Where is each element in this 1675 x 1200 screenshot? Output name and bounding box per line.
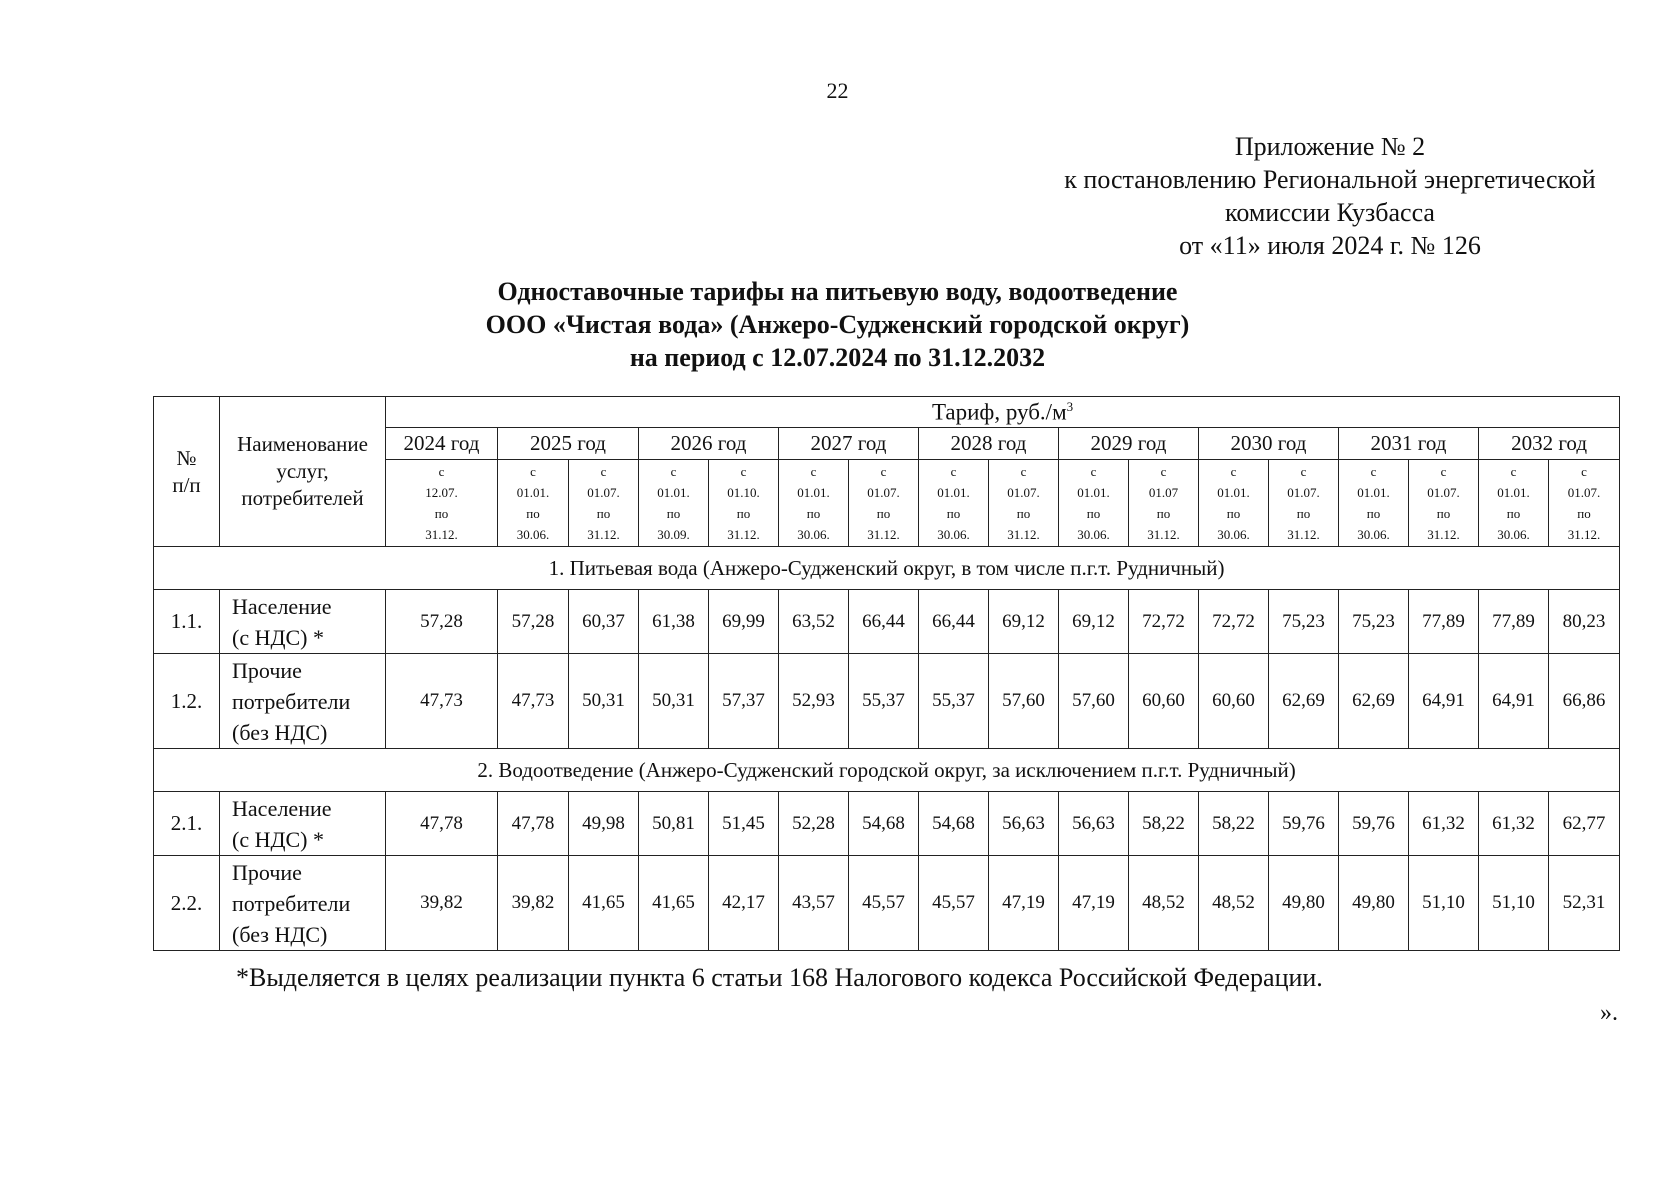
section-title: 1. Питьевая вода (Анжеро-Судженский округ, в том числе п.г.т. Рудничный) bbox=[154, 547, 1620, 590]
period-line: 31.12. bbox=[1147, 527, 1180, 542]
period-header bbox=[1339, 460, 1409, 547]
row-name-line: Население bbox=[232, 593, 332, 619]
period-line: 31.12. bbox=[587, 527, 620, 542]
tariff-value: 57,60 bbox=[1059, 654, 1129, 749]
tariff-value: 43,57 bbox=[779, 856, 849, 951]
period-line: с bbox=[600, 464, 607, 479]
closing-quote: ». bbox=[1600, 1000, 1618, 1026]
tariff-value: 59,76 bbox=[1339, 792, 1409, 856]
tariff-value: 47,78 bbox=[386, 792, 498, 856]
row-name-line: (без НДС) bbox=[232, 921, 328, 947]
period-header bbox=[386, 460, 498, 547]
tariff-value: 80,23 bbox=[1549, 590, 1620, 654]
period-header bbox=[1549, 460, 1620, 547]
period-line: 30.06. bbox=[1217, 527, 1250, 542]
tariff-value: 49,80 bbox=[1339, 856, 1409, 951]
tariff-value: 52,28 bbox=[779, 792, 849, 856]
tariff-value: 41,65 bbox=[569, 856, 639, 951]
period-line: 01.01. bbox=[1077, 485, 1110, 500]
tariff-value: 62,69 bbox=[1269, 654, 1339, 749]
tariff-value: 72,72 bbox=[1199, 590, 1269, 654]
tariff-value: 56,63 bbox=[1059, 792, 1129, 856]
period-line: с bbox=[880, 464, 887, 479]
tariff-value: 47,19 bbox=[1059, 856, 1129, 951]
tariff-value: 66,44 bbox=[919, 590, 989, 654]
tariff-value: 60,60 bbox=[1129, 654, 1199, 749]
year-header: 2024 год bbox=[386, 428, 498, 460]
table-row bbox=[154, 856, 1620, 951]
table-row bbox=[154, 590, 1620, 654]
period-header bbox=[779, 460, 849, 547]
period-line: по bbox=[736, 506, 751, 521]
tariff-value: 69,99 bbox=[709, 590, 779, 654]
period-line: с bbox=[740, 464, 747, 479]
tariff-value: 57,37 bbox=[709, 654, 779, 749]
tariff-header-text: Тариф, руб./м bbox=[931, 399, 1067, 425]
section-title: 2. Водоотведение (Анжеро-Судженский городской округ, за исключением п.г.т. Рудничный) bbox=[154, 749, 1620, 792]
period-line: 31.12. bbox=[1567, 527, 1601, 542]
period-line: по bbox=[666, 506, 681, 521]
period-line: 01.07. bbox=[587, 485, 620, 500]
appendix-line: от «11» июля 2024 г. № 126 bbox=[1179, 231, 1481, 260]
tariff-value: 56,63 bbox=[989, 792, 1059, 856]
header-text: п/п bbox=[172, 472, 201, 497]
appendix-line: Приложение № 2 bbox=[1234, 132, 1426, 161]
period-line: по bbox=[1086, 506, 1101, 521]
period-line: по bbox=[1366, 506, 1381, 521]
tariff-value: 63,52 bbox=[779, 590, 849, 654]
row-name-line: (без НДС) bbox=[232, 719, 328, 745]
tariff-value: 47,19 bbox=[989, 856, 1059, 951]
title-line: на период с 12.07.2024 по 31.12.2032 bbox=[629, 343, 1046, 372]
period-line: 30.06. bbox=[516, 527, 550, 542]
period-line: 31.12. bbox=[727, 527, 760, 542]
footnote: *Выделяется в целях реализации пункта 6 статьи 168 Налогового кодекса Российской Федерации. bbox=[236, 963, 1323, 992]
tariff-value: 61,32 bbox=[1409, 792, 1479, 856]
year-header: 2028 год bbox=[919, 428, 1059, 460]
period-line: по bbox=[596, 506, 611, 521]
tariff-value: 60,37 bbox=[569, 590, 639, 654]
period-line: 01.01. bbox=[1357, 485, 1390, 500]
tariff-value: 45,57 bbox=[919, 856, 989, 951]
appendix-line: к постановлению Региональной энергетической bbox=[1064, 165, 1596, 194]
period-line: 01.01. bbox=[937, 485, 970, 500]
tariff-value: 64,91 bbox=[1409, 654, 1479, 749]
tariff-value: 42,17 bbox=[709, 856, 779, 951]
row-name-line: потребители bbox=[232, 890, 351, 916]
row-name bbox=[220, 856, 386, 951]
row-name-line: потребители bbox=[232, 688, 351, 714]
tariff-value: 62,69 bbox=[1339, 654, 1409, 749]
tariff-value: 57,28 bbox=[386, 590, 498, 654]
period-line: 31.12. bbox=[867, 527, 900, 542]
row-name-line: Прочие bbox=[232, 657, 302, 683]
tariff-value: 66,86 bbox=[1549, 654, 1620, 749]
tariff-value: 62,77 bbox=[1549, 792, 1620, 856]
tariff-value: 54,68 bbox=[849, 792, 919, 856]
tariff-value: 39,82 bbox=[386, 856, 498, 951]
tariff-value: 54,68 bbox=[919, 792, 989, 856]
period-header bbox=[1199, 460, 1269, 547]
row-name bbox=[220, 590, 386, 654]
period-line: 30.06. bbox=[1357, 527, 1390, 542]
tariff-value: 64,91 bbox=[1479, 654, 1549, 749]
period-line: с bbox=[1020, 464, 1027, 479]
period-header bbox=[1269, 460, 1339, 547]
period-line: 01.01. bbox=[797, 485, 830, 500]
row-number: 2.1. bbox=[154, 792, 220, 856]
period-line: 01.07. bbox=[867, 485, 900, 500]
period-line: 30.06. bbox=[797, 527, 830, 542]
tariff-value: 51,10 bbox=[1479, 856, 1549, 951]
row-number: 2.2. bbox=[154, 856, 220, 951]
period-line: 01.10. bbox=[727, 485, 760, 500]
tariff-value: 57,28 bbox=[498, 590, 569, 654]
period-line: 01.01. bbox=[657, 485, 690, 500]
period-header bbox=[849, 460, 919, 547]
row-name bbox=[220, 654, 386, 749]
appendix-header bbox=[1000, 130, 1660, 262]
period-line: по bbox=[1226, 506, 1241, 521]
section-row bbox=[154, 547, 1620, 590]
tariff-header-sup: 3 bbox=[1066, 398, 1074, 414]
period-line: 30.06. bbox=[1497, 527, 1530, 542]
tariff-value: 58,22 bbox=[1199, 792, 1269, 856]
header-text: услуг, bbox=[276, 459, 329, 483]
period-header bbox=[1479, 460, 1549, 547]
tariff-value: 47,73 bbox=[386, 654, 498, 749]
period-line: по bbox=[1016, 506, 1031, 521]
row-name bbox=[220, 792, 386, 856]
tariff-value: 61,32 bbox=[1479, 792, 1549, 856]
tariff-value: 50,31 bbox=[569, 654, 639, 749]
period-line: с bbox=[1440, 464, 1447, 479]
period-line: по bbox=[434, 506, 449, 521]
period-header bbox=[989, 460, 1059, 547]
table-row bbox=[154, 792, 1620, 856]
period-line: по bbox=[946, 506, 961, 521]
tariff-value: 75,23 bbox=[1269, 590, 1339, 654]
tariff-value: 45,57 bbox=[849, 856, 919, 951]
header-text: Наименование bbox=[237, 432, 368, 456]
column-header-number bbox=[154, 397, 220, 547]
document-title bbox=[300, 275, 1375, 374]
period-line: 31.12. bbox=[1287, 527, 1320, 542]
tariff-value: 77,89 bbox=[1409, 590, 1479, 654]
tariff-value: 39,82 bbox=[498, 856, 569, 951]
period-line: по bbox=[806, 506, 821, 521]
header-text: потребителей bbox=[241, 486, 364, 510]
period-line: 01.07. bbox=[1007, 485, 1040, 500]
period-line: 01.07. bbox=[1287, 485, 1320, 500]
tariff-value: 51,10 bbox=[1409, 856, 1479, 951]
tariff-value: 60,60 bbox=[1199, 654, 1269, 749]
period-header bbox=[569, 460, 639, 547]
tariff-value: 47,73 bbox=[498, 654, 569, 749]
period-header bbox=[919, 460, 989, 547]
period-line: по bbox=[876, 506, 891, 521]
tariff-value: 50,81 bbox=[639, 792, 709, 856]
period-line: 01.01. bbox=[1497, 485, 1530, 500]
period-header bbox=[639, 460, 709, 547]
period-line: 01.07. bbox=[1567, 485, 1601, 500]
period-header bbox=[709, 460, 779, 547]
appendix-line: комиссии Кузбасса bbox=[1225, 198, 1435, 227]
tariff-value: 41,65 bbox=[639, 856, 709, 951]
period-line: с bbox=[1160, 464, 1167, 479]
period-line: с bbox=[1230, 464, 1237, 479]
tariff-value: 59,76 bbox=[1269, 792, 1339, 856]
column-header-name bbox=[220, 397, 386, 547]
tariff-value: 69,12 bbox=[1059, 590, 1129, 654]
tariff-header bbox=[386, 397, 1620, 428]
year-header: 2029 год bbox=[1059, 428, 1199, 460]
tariff-value: 58,22 bbox=[1129, 792, 1199, 856]
period-line: с bbox=[1370, 464, 1377, 479]
year-header: 2025 год bbox=[498, 428, 639, 460]
title-line: ООО «Чистая вода» (Анжеро-Судженский городской округ) bbox=[485, 310, 1190, 339]
period-line: 01.01. bbox=[516, 485, 550, 500]
header-text: № bbox=[176, 445, 197, 470]
row-name-line: (с НДС) * bbox=[232, 624, 324, 650]
period-line: с bbox=[950, 464, 957, 479]
tariff-value: 72,72 bbox=[1129, 590, 1199, 654]
period-line: по bbox=[1577, 506, 1591, 521]
period-line: с bbox=[670, 464, 677, 479]
tariff-value: 47,78 bbox=[498, 792, 569, 856]
period-line: 30.06. bbox=[1077, 527, 1110, 542]
tariff-value: 75,23 bbox=[1339, 590, 1409, 654]
row-number: 1.2. bbox=[154, 654, 220, 749]
tariff-value: 61,38 bbox=[639, 590, 709, 654]
period-line: 01.07 bbox=[1148, 485, 1179, 500]
tariff-table bbox=[153, 396, 1620, 951]
tariff-value: 55,37 bbox=[849, 654, 919, 749]
period-line: 12.07. bbox=[425, 485, 458, 500]
period-line: по bbox=[1156, 506, 1171, 521]
period-line: по bbox=[526, 506, 540, 521]
period-line: с bbox=[1090, 464, 1097, 479]
period-line: с bbox=[530, 464, 536, 479]
period-header bbox=[1129, 460, 1199, 547]
page-number: 22 bbox=[826, 78, 849, 103]
year-header: 2026 год bbox=[639, 428, 779, 460]
year-header: 2030 год bbox=[1199, 428, 1339, 460]
period-line: 31.12. bbox=[1427, 527, 1460, 542]
row-name-line: Население bbox=[232, 795, 332, 821]
tariff-value: 55,37 bbox=[919, 654, 989, 749]
title-line: Одноставочные тарифы на питьевую воду, водоотведение bbox=[497, 277, 1178, 306]
tariff-value: 69,12 bbox=[989, 590, 1059, 654]
tariff-value: 48,52 bbox=[1129, 856, 1199, 951]
tariff-value: 48,52 bbox=[1199, 856, 1269, 951]
period-line: с bbox=[1510, 464, 1517, 479]
year-header: 2027 год bbox=[779, 428, 919, 460]
period-line: по bbox=[1436, 506, 1451, 521]
period-line: 30.06. bbox=[937, 527, 970, 542]
tariff-value: 50,31 bbox=[639, 654, 709, 749]
tariff-value: 49,98 bbox=[569, 792, 639, 856]
period-line: 31.12. bbox=[1007, 527, 1040, 542]
period-line: 01.01. bbox=[1217, 485, 1250, 500]
period-line: с bbox=[810, 464, 817, 479]
period-line: 31.12. bbox=[425, 527, 458, 542]
period-header bbox=[498, 460, 569, 547]
period-line: по bbox=[1506, 506, 1521, 521]
tariff-value: 66,44 bbox=[849, 590, 919, 654]
tariff-value: 49,80 bbox=[1269, 856, 1339, 951]
period-line: с bbox=[1581, 464, 1587, 479]
period-line: по bbox=[1296, 506, 1311, 521]
period-line: 01.07. bbox=[1427, 485, 1460, 500]
year-header: 2032 год bbox=[1479, 428, 1620, 460]
table-row bbox=[154, 654, 1620, 749]
period-line: 30.09. bbox=[657, 527, 690, 542]
year-header: 2031 год bbox=[1339, 428, 1479, 460]
tariff-value: 52,93 bbox=[779, 654, 849, 749]
row-name-line: (с НДС) * bbox=[232, 826, 324, 852]
tariff-value: 77,89 bbox=[1479, 590, 1549, 654]
tariff-value: 57,60 bbox=[989, 654, 1059, 749]
row-number: 1.1. bbox=[154, 590, 220, 654]
tariff-value: 52,31 bbox=[1549, 856, 1620, 951]
period-line: с bbox=[1300, 464, 1307, 479]
row-name-line: Прочие bbox=[232, 859, 302, 885]
tariff-value: 51,45 bbox=[709, 792, 779, 856]
section-row bbox=[154, 749, 1620, 792]
period-line: с bbox=[438, 464, 445, 479]
period-header bbox=[1409, 460, 1479, 547]
period-header bbox=[1059, 460, 1129, 547]
